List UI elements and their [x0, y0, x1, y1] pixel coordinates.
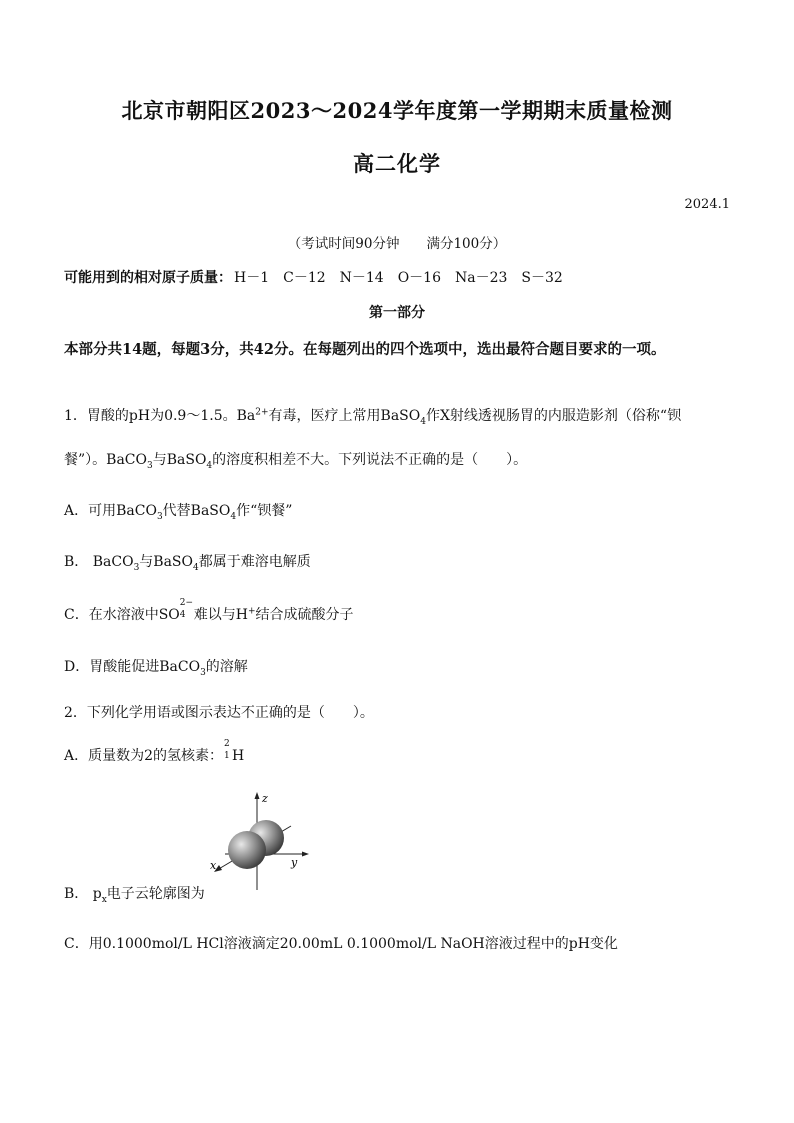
exam-date: 2024.1	[684, 197, 730, 212]
part-one-instructions: 本部分共14题，每题3分，共42分。在每题列出的四个选项中，选出最符合题目要求的一项。	[64, 341, 666, 358]
q1-sup: 2+	[255, 407, 269, 418]
opt-sub: 3	[200, 667, 206, 678]
opt-text: 难以与H	[193, 607, 248, 623]
q2-option-b	[64, 883, 205, 903]
q1-option-b	[64, 551, 311, 571]
subject-title: 高二化学	[353, 151, 441, 176]
q2-option-c: C．用0.1000mol/L HCl溶液滴定20.00mL 0.1000mol/L NaOH溶液过程中的pH变化	[64, 936, 618, 952]
atomic-masses-label: 可能用到的相对原子质量：	[64, 270, 232, 286]
atomic-masses	[64, 267, 563, 287]
opt-sup: +	[248, 606, 256, 617]
q1-sub: 3	[146, 460, 153, 471]
x-axis-label: x	[210, 859, 217, 872]
opt-sub: 3	[133, 562, 140, 573]
opt-text: 的溶解	[205, 659, 248, 675]
y-axis-label: y	[291, 856, 298, 869]
q1-option-a	[64, 500, 292, 520]
opt-sub: 4	[193, 562, 199, 573]
q1-option-c	[64, 598, 354, 624]
exam-info: （考试时间90分钟 满分100分）	[287, 236, 507, 252]
question-1-stem-line2	[64, 449, 527, 469]
q1-option-d	[64, 656, 248, 676]
part-one-title: 第一部分	[369, 305, 425, 321]
exam-title: 北京市朝阳区2023～2024学年度第一学期期末质量检测	[121, 98, 673, 123]
q1-text: 作X射线透视肠胃的内服造影剂（俗称“钡	[425, 408, 682, 424]
question-1-stem-line1	[64, 405, 681, 425]
opt-sub: 3	[156, 511, 163, 522]
opt-text: 代替BaSO	[162, 503, 231, 519]
y-axis-arrow	[302, 852, 309, 857]
opt-text: 与BaSO	[139, 554, 193, 570]
z-axis-label: z	[262, 792, 268, 805]
opt-text: 都属于难溶电解质	[198, 554, 311, 570]
opt-text: 结合成硫酸分子	[255, 607, 354, 623]
z-axis-arrow	[255, 792, 260, 799]
question-2-stem: 2．下列化学用语或图示表达不正确的是（ ）。	[64, 705, 374, 721]
q1-text: 的溶度积相差不大。下列说法不正确的是（ ）。	[212, 452, 528, 468]
atomic-masses-values: H－1 C－12 N－14 O－16 Na－23 S－32	[234, 270, 563, 286]
q1-text: 餐”）。BaCO	[64, 452, 147, 468]
q1-sub: 4	[206, 460, 213, 471]
opt-text: B． p	[64, 886, 102, 902]
q2-option-a	[64, 739, 245, 765]
nuclide-symbol: H	[232, 748, 245, 764]
opt-text: B． BaCO	[64, 554, 134, 570]
q1-sub: 4	[420, 416, 426, 427]
q1-text: 与BaSO	[152, 452, 207, 468]
p-orbital-lobe-front	[228, 831, 266, 869]
opt-text: 电子云轮廓图为	[106, 886, 205, 902]
opt-text: D．胃酸能促进BaCO	[64, 659, 201, 675]
opt-text: C．在水溶液中SO	[64, 607, 180, 623]
opt-text: A．质量数为2的氢核素：	[64, 748, 224, 764]
sulfate-charge: 2− 4	[179, 598, 194, 620]
opt-text: A．可用BaCO	[64, 503, 157, 519]
opt-text: 作“钡餐”	[236, 503, 293, 519]
opt-sub: 4	[230, 511, 237, 522]
p-orbital-diagram	[205, 788, 315, 893]
q1-text: 1．胃酸的pH为0.9～1.5。Ba	[64, 408, 256, 424]
q1-text: 有毒，医疗上常用BaSO	[268, 408, 421, 424]
nuclide-numbers: 2 1	[224, 739, 230, 761]
opt-sub: x	[101, 894, 107, 905]
